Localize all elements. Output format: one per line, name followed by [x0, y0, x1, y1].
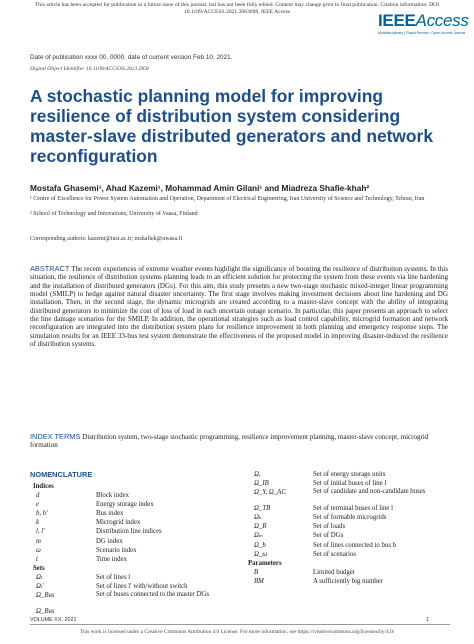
- nomenclature-description: Distribution line indices: [96, 528, 162, 536]
- nomenclature-symbol: e: [36, 501, 40, 509]
- nomenclature-symbol: Ω_R: [254, 523, 267, 531]
- nomenclature-description: Set of scenarios: [313, 550, 357, 558]
- nomenclature-description: Energy storage index: [96, 501, 154, 509]
- nomenclature-symbol: d: [36, 492, 40, 500]
- license-notice: This work is licensed under a Creative Commons Attribution 4.0 License. For more information, see https://creativecommons.org/licenses/by/4.0/: [79, 629, 395, 635]
- nomenclature-symbol: t: [36, 555, 38, 563]
- author-list: Mostafa Ghasemi¹, Ahad Kazemi¹, Mohammad Amin Gilani¹ and Miadreza Shafie-khah²: [30, 183, 370, 193]
- nomenclature-description: Bus index: [96, 510, 124, 518]
- nomenclature-description: Set of DGs: [313, 532, 344, 540]
- nomenclature-description: Set of lines l′ with/without switch: [96, 583, 188, 591]
- nomenclature-row: [30, 500, 240, 509]
- nomenclature-symbol: l, l′: [36, 528, 45, 536]
- nomenclature-row: [30, 518, 240, 527]
- logo-prefix: IEEE: [378, 11, 416, 30]
- nomenclature-row: [248, 550, 458, 559]
- nomenclature-row: [30, 527, 240, 536]
- nomenclature-symbol: ω: [36, 546, 41, 554]
- nomenclature-symbol: BM: [254, 577, 264, 585]
- nomenclature-symbol: Ωₗ: [36, 573, 43, 581]
- nomenclature-right-column: [248, 470, 458, 586]
- nomenclature-description: Time index: [96, 555, 127, 563]
- corresponding-authors: Corresponding authors: kazemi@iust.ac.ir; mshafiek@uwasa.fi: [30, 236, 183, 242]
- nomenclature-left-column: [30, 482, 240, 616]
- abstract-section: [30, 265, 448, 348]
- nomenclature-symbol: Sets: [33, 564, 45, 572]
- nomenclature-description: Limited budget: [313, 568, 355, 576]
- nomenclature-row: [248, 531, 458, 540]
- nomenclature-heading: NOMENCLATURE: [30, 470, 93, 479]
- nomenclature-row: [248, 470, 458, 479]
- nomenclature-description: Microgrid index: [96, 519, 141, 527]
- nomenclature-description: Set of initial buses of line l: [313, 480, 387, 488]
- affiliation-1: ¹ Centre of Excellence for Power System Automation and Operation, Department of Electrical Engineering, Iran University of Science and Technology, Tehran, Iran: [30, 196, 425, 202]
- nomenclature-symbol: Parameters: [248, 559, 282, 567]
- page-number: 1: [426, 617, 429, 623]
- nomenclature-row: [30, 582, 240, 591]
- nomenclature-row: [248, 513, 458, 522]
- nomenclature-symbol: Ωₖ: [254, 514, 262, 522]
- nomenclature-description: Scenario index: [96, 546, 137, 554]
- nomenclature-symbol: B: [254, 568, 259, 576]
- nomenclature-row: [30, 573, 240, 582]
- nomenclature-description: Set of loads: [313, 523, 346, 531]
- nomenclature-symbol: Ω_Bus: [36, 608, 55, 616]
- nomenclature-symbol: Ω_Y, Ω_AC: [254, 489, 286, 497]
- index-terms-heading: INDEX TERMS: [30, 432, 81, 441]
- nomenclature-row: [248, 541, 458, 550]
- paper-title: A stochastic planning model for improving resilience of distribution system considering master-slave distributed generators and network reconfiguration: [30, 86, 433, 166]
- nomenclature-symbol: Ω_b: [254, 541, 266, 549]
- nomenclature-row: [248, 568, 458, 577]
- nomenclature-symbol: m: [36, 537, 41, 545]
- nomenclature-description: Set of lines l: [96, 573, 131, 581]
- ieee-access-logo: [378, 11, 469, 42]
- nomenclature-row: [30, 491, 240, 500]
- nomenclature-symbol: k: [36, 519, 40, 527]
- nomenclature-row: [248, 577, 458, 586]
- abstract-heading: ABSTRACT: [30, 264, 70, 273]
- banner-line-1: This article has been accepted for publication in a future issue of this journal, but has not been fully edited. Content may change prior to final publication. Citation information: DOI: [34, 2, 440, 8]
- logo-name: Access: [415, 11, 469, 30]
- nomenclature-row: [30, 482, 240, 491]
- index-terms-text: Distribution system, two-stage stochastic programming, resilience improvement planning, master-slave concept, microgrid formation: [30, 433, 429, 450]
- nomenclature-row: [248, 479, 458, 488]
- abstract-text: The recent experiences of extreme weather events highlight the significance of boosting the resilience of distribution systems. In this situation, the resilience of distribution systems planning leads to an efficient solution for protecting the system from these events via line hardening and the installation of distributed generators (DGs). For this aim, this study presents a new two-stage stochastic mixed-integer linear programming model (SMILP) to hedge against natural disaster uncertainty. The first stage involves making investment decisions about line hardening and DG installation. Then, in the second stage, the dynamic microgrids are created according to a master-slave concept with the ability of integrating distributed generators to minimize the cost of loss of load in each uncertain outage scenario. In particular, this paper presents an approach to select the line damage scenarios for the SMILP. In addition, the operational strategies such as load control capability, microgrid formation and network reconfiguration are integrated into the distribution system plans for resilience improvement in both planning and emergency response steps. The simulation results for an IEEE 33-bus test system demonstrate the effectiveness of the proposed model in improving disaster-induced the resilience of distribution systems.: [30, 265, 448, 349]
- nomenclature-row: [248, 559, 458, 568]
- index-terms-section: [30, 433, 448, 450]
- logo-tagline: Multidisciplinary | Rapid Review | Open Access Journal: [378, 31, 466, 35]
- nomenclature-description: Set of terminal buses of line l: [313, 505, 394, 513]
- nomenclature-symbol: Ω_IB: [254, 480, 269, 488]
- nomenclature-symbol: Ω_ω: [254, 550, 268, 558]
- nomenclature-description: Set of formable microgrids: [313, 514, 387, 522]
- affiliation-2: ² School of Technology and Innovations, University of Vaasa, Finland: [30, 211, 198, 217]
- nomenclature-row: [30, 564, 240, 573]
- nomenclature-row: [30, 537, 240, 546]
- volume-label: VOLUME XX, 2021: [30, 617, 77, 623]
- doi-line: Digital Object Identifier 10.1109/ACCESS.2021.DOI: [30, 66, 149, 72]
- banner-line-2: 10.1109/ACCESS.2021.3063698, IEEE Access: [183, 9, 291, 15]
- nomenclature-row: [248, 504, 458, 513]
- nomenclature-symbol: Ωₘ: [254, 532, 264, 540]
- nomenclature-row: [30, 546, 240, 555]
- nomenclature-symbol: b, b′: [36, 510, 48, 518]
- footer-divider: [30, 624, 450, 625]
- nomenclature-row: [30, 591, 240, 607]
- nomenclature-description: A sufficiently big number: [313, 577, 383, 585]
- nomenclature-description: DG index: [96, 537, 123, 545]
- publication-date: Date of publication xxxx 00, 0000, date of current version Feb 10, 2021.: [30, 54, 233, 61]
- nomenclature-symbol: Ω_Bus: [36, 592, 55, 600]
- nomenclature-row: [30, 555, 240, 564]
- nomenclature-description: Block index: [96, 492, 130, 500]
- nomenclature-row: [248, 522, 458, 531]
- nomenclature-description: Set of candidate and non-candidate buses: [313, 488, 426, 496]
- nomenclature-symbol: Indices: [33, 483, 54, 490]
- nomenclature-row: [30, 509, 240, 518]
- nomenclature-symbol: Ωₗ′: [36, 583, 45, 591]
- nomenclature-description: Set of buses connected to the master DGs: [96, 591, 210, 599]
- nomenclature-row: [30, 607, 240, 616]
- nomenclature-row: [248, 488, 458, 504]
- nomenclature-symbol: Ω_TB: [254, 505, 271, 513]
- nomenclature-description: Set of energy storage units: [313, 471, 386, 478]
- nomenclature-description: Set of lines connected to bus b: [313, 541, 397, 549]
- nomenclature-symbol: Ωₑ: [254, 471, 261, 478]
